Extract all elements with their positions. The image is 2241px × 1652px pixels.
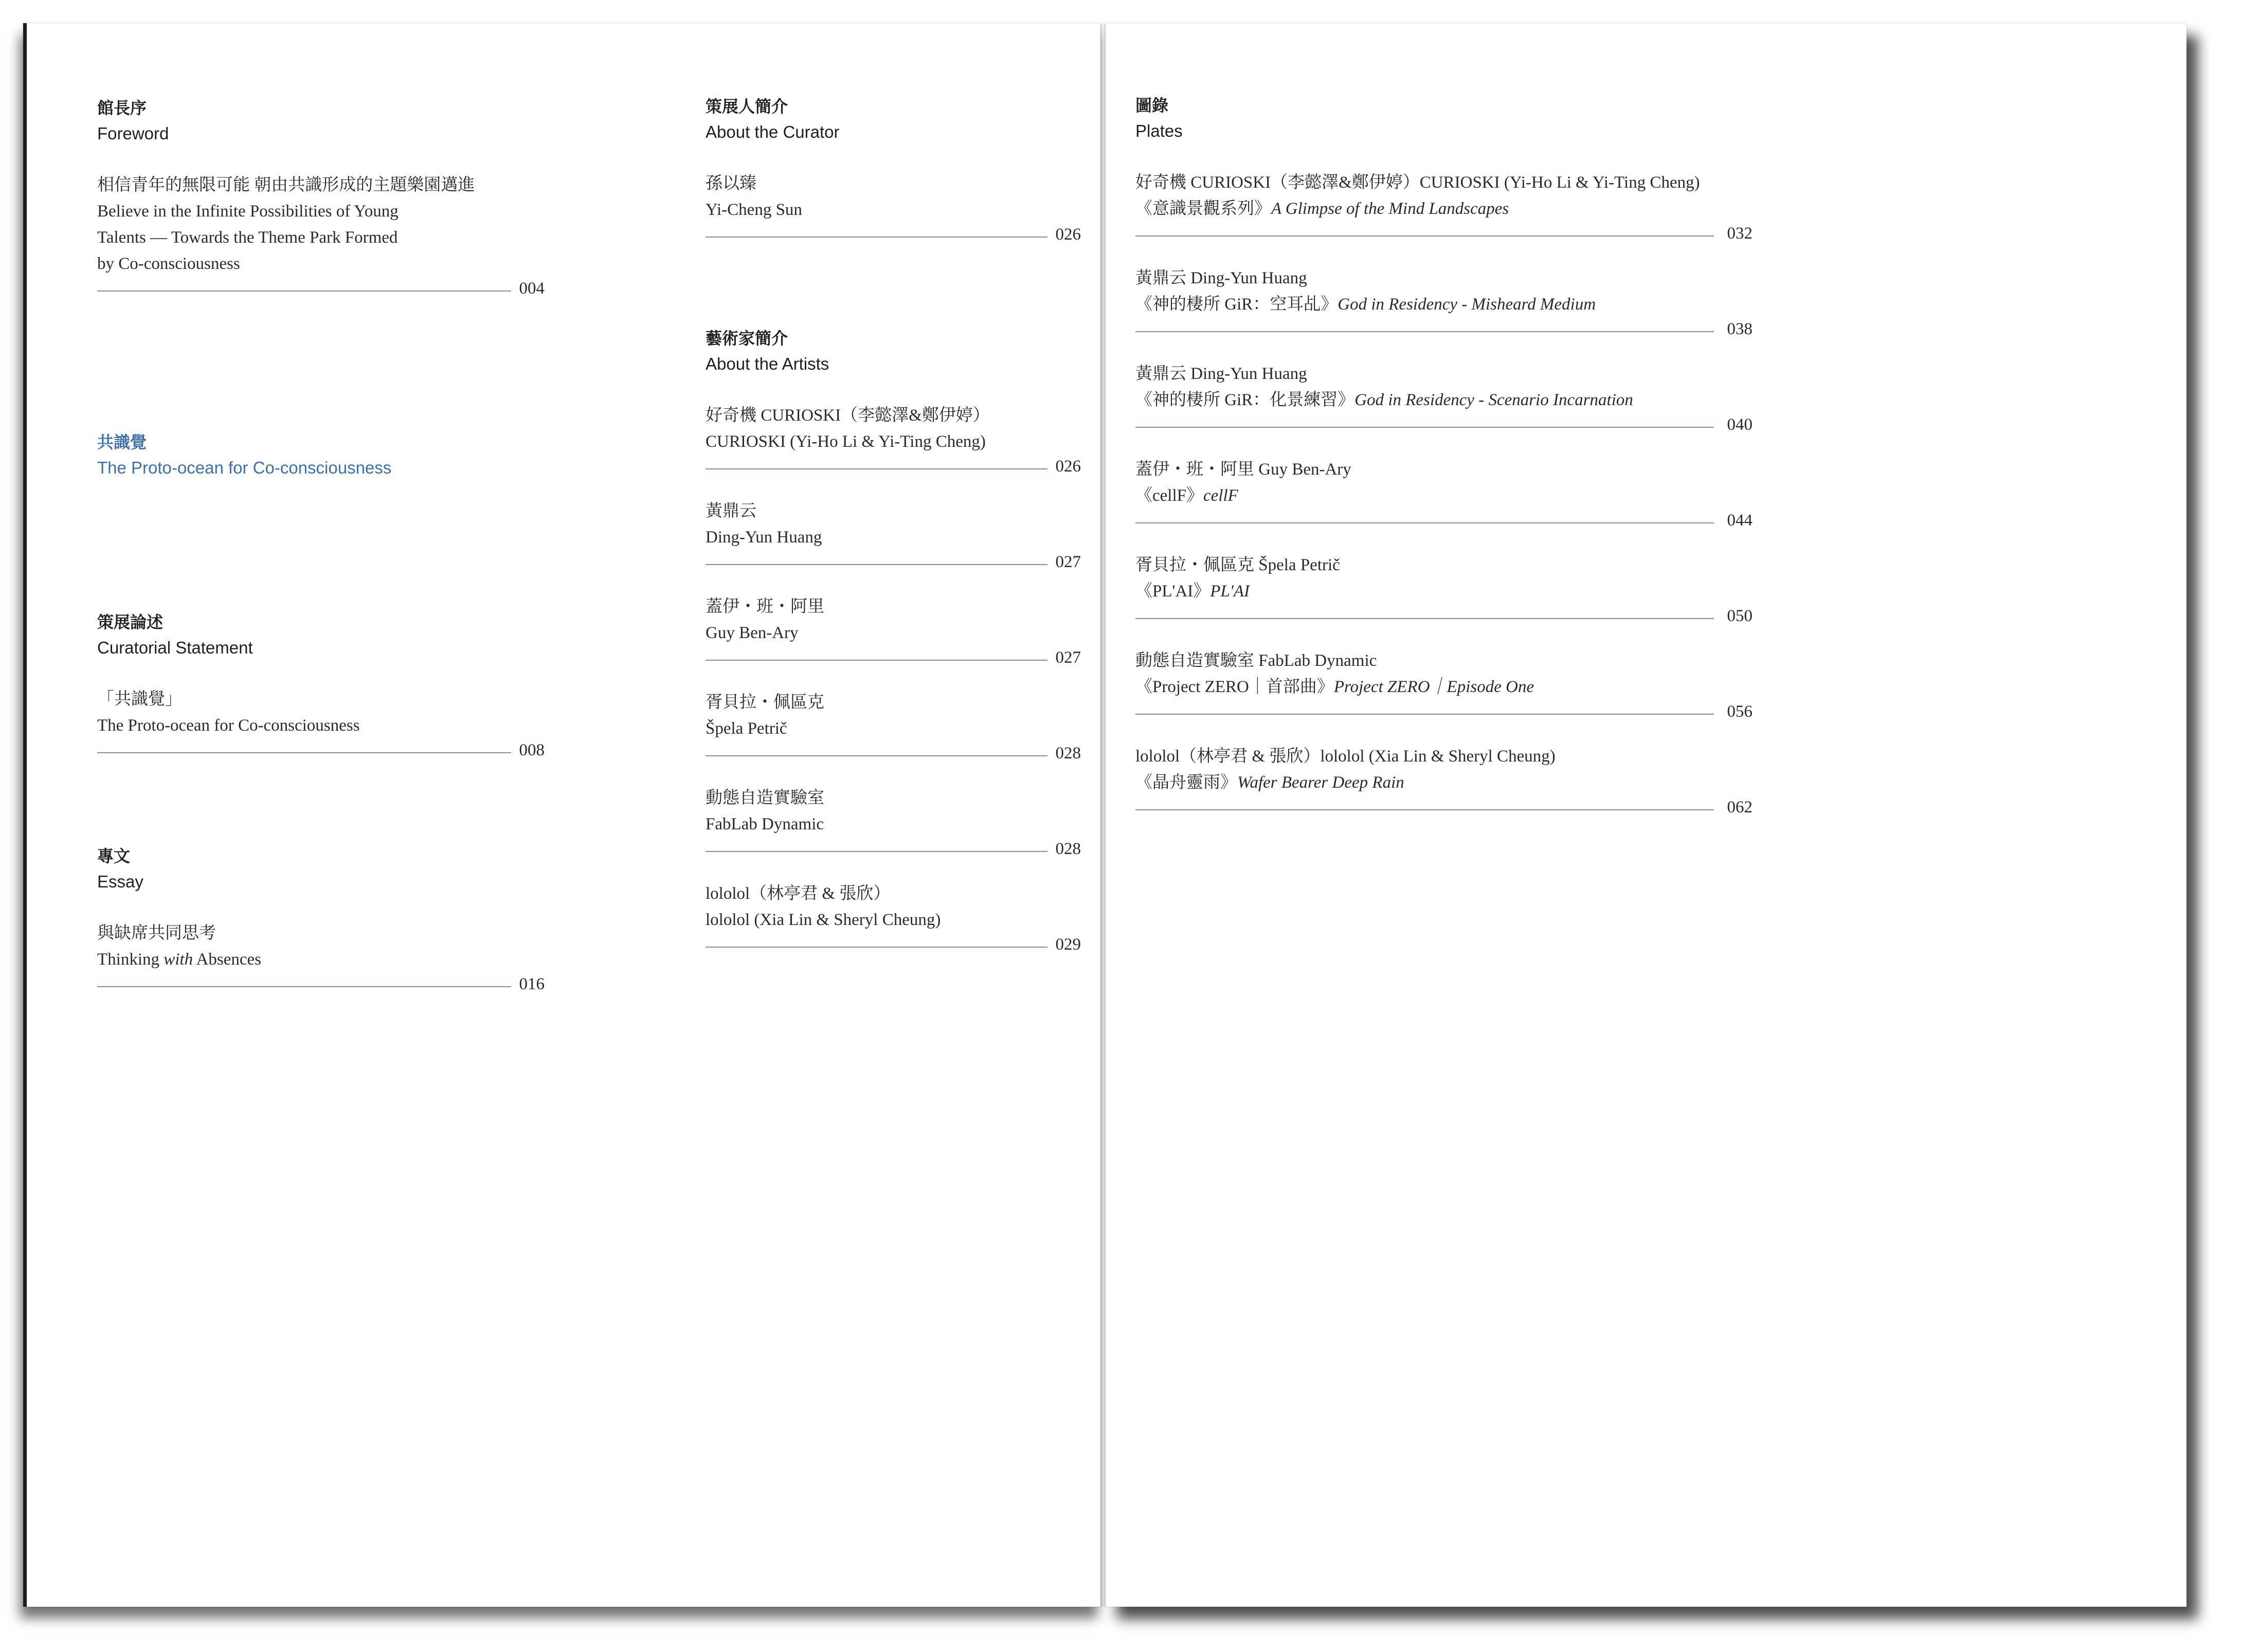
- page-number: 062: [1727, 798, 1752, 816]
- leader-line: [706, 660, 1047, 661]
- leader-line: [1135, 714, 1714, 715]
- right-page: [1106, 23, 2186, 1607]
- entry-text: 《晶舟靈雨》: [1135, 773, 1237, 792]
- entry-line: 動態自造實驗室 FabLab Dynamic: [1135, 651, 1377, 670]
- toc-entry[interactable]: [1135, 170, 1752, 243]
- toc-entry[interactable]: [1135, 552, 1752, 625]
- section-curatorial-statement: [97, 609, 545, 759]
- leader-line: [706, 947, 1047, 948]
- entry-line: 「共識覺」: [97, 690, 182, 709]
- section-title-zh: 共識覺: [97, 432, 147, 452]
- section-title-zh: 藝術家簡介: [706, 329, 788, 348]
- entry-text: 《意識景觀系列》: [1135, 199, 1271, 218]
- section-plates: [1135, 93, 1752, 816]
- page-number: 027: [1055, 648, 1081, 667]
- toc-entry[interactable]: [1135, 265, 1752, 338]
- leader-rule: [1135, 320, 1752, 338]
- entry-text: 《神的棲所 GiR：化景練習》: [1135, 391, 1355, 409]
- entry-line: 胥貝拉・佩區克 Špela Petrič: [1135, 556, 1340, 574]
- section-title-en: Foreword: [97, 124, 169, 143]
- entry-line: Believe in the Infinite Possibilities of Young: [97, 202, 399, 221]
- entry-line: 胥貝拉・佩區克: [706, 693, 824, 712]
- toc-entry[interactable]: [1135, 361, 1752, 434]
- leader-line: [706, 755, 1047, 756]
- leader-line: [706, 237, 1047, 238]
- page-number: 008: [519, 741, 545, 759]
- section-title-zh: 館長序: [97, 98, 147, 118]
- toc-entry[interactable]: [97, 172, 545, 298]
- entry-text: Thinking: [97, 950, 164, 969]
- left-page: [23, 23, 1100, 1607]
- leader-line: [1135, 235, 1714, 237]
- section-title-zh: 圖錄: [1135, 96, 1169, 115]
- leader-rule: [706, 744, 1081, 763]
- section-title-zh: 專文: [97, 846, 131, 866]
- page-number: 026: [1055, 225, 1081, 244]
- entry-line: Ding-Yun Huang: [706, 528, 822, 547]
- toc-entry[interactable]: [1135, 648, 1752, 721]
- section-title-en: Plates: [1135, 121, 1183, 140]
- entry-line: [1135, 578, 1752, 605]
- leader-rule: [706, 935, 1081, 954]
- entry-line: 黃鼎云 Ding-Yun Huang: [1135, 269, 1307, 287]
- toc-entry[interactable]: [706, 594, 1081, 667]
- page-number: 032: [1727, 224, 1752, 243]
- entry-line: [1135, 292, 1752, 318]
- entry-text-italic: Wafer Bearer Deep Rain: [1237, 773, 1404, 792]
- entry-line: 相信青年的無限可能 朝由共識形成的主題樂園邁進: [97, 176, 475, 194]
- entry-line: lololol（林亭君 & 張欣）lololol (Xia Lin & Sheryl Cheung): [1135, 747, 1556, 766]
- toc-entry[interactable]: [706, 171, 1081, 244]
- section-title-zh: 策展論述: [97, 612, 164, 632]
- leader-rule: [97, 741, 545, 759]
- entry-line: 黃鼎云: [706, 502, 756, 520]
- entry-text-italic: God in Residency - Misheard Medium: [1338, 295, 1596, 314]
- leader-line: [706, 564, 1047, 565]
- entry-line: [1135, 387, 1752, 413]
- leader-line: [706, 851, 1047, 852]
- entry-text: Absences: [193, 950, 261, 969]
- entry-line: by Co-consciousness: [97, 255, 240, 273]
- entry-line: CURIOSKI (Yi-Ho Li & Yi-Ting Cheng): [706, 432, 986, 451]
- leader-line: [1135, 522, 1714, 523]
- leader-line: [706, 468, 1047, 469]
- leader-line: [1135, 427, 1714, 428]
- page-number: 028: [1055, 840, 1081, 858]
- toc-entry[interactable]: [706, 785, 1081, 858]
- entry-line: 好奇機 CURIOSKI（李懿澤&鄭伊婷）: [706, 406, 990, 425]
- leader-rule: [1135, 224, 1752, 243]
- leader-line: [97, 291, 511, 292]
- entry-line: 好奇機 CURIOSKI（李懿澤&鄭伊婷）CURIOSKI (Yi-Ho Li & Yi-Ting Cheng): [1135, 173, 1700, 192]
- section-about-artists: [706, 325, 1081, 954]
- entry-line: [97, 947, 545, 973]
- leader-line: [97, 986, 511, 987]
- leader-rule: [1135, 607, 1752, 625]
- entry-text: 《神的棲所 GiR：空耳乩》: [1135, 295, 1338, 314]
- page-number: 029: [1055, 935, 1081, 954]
- section-title-zh: 策展人簡介: [706, 97, 788, 116]
- entry-line: The Proto-ocean for Co-consciousness: [97, 716, 360, 735]
- book-spine: [1100, 23, 1106, 1607]
- leader-line: [97, 752, 511, 753]
- entry-text-italic: A Glimpse of the Mind Landscapes: [1271, 199, 1509, 218]
- page-number: 016: [519, 975, 545, 993]
- entry-line: Špela Petrič: [706, 719, 787, 738]
- section-title-en: Curatorial Statement: [97, 638, 253, 657]
- page-number: 026: [1055, 457, 1081, 476]
- section-title-en: About the Curator: [706, 122, 840, 141]
- section-foreword: [97, 95, 545, 298]
- entry-text-italic: PL'AI: [1210, 582, 1250, 601]
- section-proto-ocean[interactable]: [97, 429, 545, 481]
- entry-text-italic: God in Residency - Scenario Incarnation: [1354, 391, 1633, 409]
- leader-rule: [706, 648, 1081, 667]
- entry-line: [1135, 483, 1752, 509]
- leader-rule: [97, 279, 545, 298]
- entry-text-italic: cellF: [1203, 486, 1238, 505]
- page-number: 050: [1727, 607, 1752, 625]
- toc-entry[interactable]: [97, 920, 545, 993]
- leader-rule: [706, 840, 1081, 858]
- leader-rule: [706, 553, 1081, 571]
- entry-line: Talents — Towards the Theme Park Formed: [97, 228, 398, 247]
- leader-line: [1135, 809, 1714, 810]
- entry-line: [1135, 196, 1752, 222]
- entry-line: [1135, 770, 1752, 796]
- leader-rule: [706, 457, 1081, 476]
- page-number: 040: [1727, 415, 1752, 434]
- entry-line: Guy Ben-Ary: [706, 624, 799, 642]
- leader-rule: [1135, 511, 1752, 530]
- toc-entry[interactable]: [1135, 457, 1752, 530]
- entry-text: 《cellF》: [1135, 486, 1203, 505]
- section-about-curator: [706, 94, 1081, 244]
- entry-text-italic: Project ZERO｜Episode One: [1333, 678, 1534, 696]
- page-number: 028: [1055, 744, 1081, 763]
- leader-rule: [97, 975, 545, 993]
- entry-line: 蓋伊・班・阿里 Guy Ben-Ary: [1135, 460, 1351, 479]
- leader-line: [1135, 618, 1714, 619]
- entry-line: 孫以臻: [706, 174, 756, 193]
- entry-line: 與缺席共同思考: [97, 924, 216, 942]
- entry-line: FabLab Dynamic: [706, 815, 824, 833]
- entry-line: Yi-Cheng Sun: [706, 201, 802, 219]
- leader-line: [1135, 331, 1714, 332]
- toc-entry[interactable]: [1135, 743, 1752, 816]
- section-essay: [97, 843, 545, 993]
- toc-entry[interactable]: [706, 689, 1081, 763]
- entry-text-italic: with: [164, 950, 193, 969]
- entry-line: 動態自造實驗室: [706, 789, 824, 807]
- entry-line: lololol (Xia Lin & Sheryl Cheung): [706, 911, 941, 929]
- entry-text: 《PL'AI》: [1135, 582, 1210, 601]
- page-number: 038: [1727, 320, 1752, 338]
- entry-line: 蓋伊・班・阿里: [706, 597, 824, 616]
- leader-rule: [1135, 702, 1752, 721]
- page-number: 044: [1727, 511, 1752, 530]
- leader-rule: [1135, 415, 1752, 434]
- toc-entry[interactable]: [97, 686, 545, 759]
- page-number: 004: [519, 279, 545, 298]
- section-title-en: Essay: [97, 872, 143, 891]
- section-title-en: The Proto-ocean for Co-consciousness: [97, 458, 392, 477]
- entry-line: 黃鼎云 Ding-Yun Huang: [1135, 365, 1307, 383]
- entry-line: lololol（林亭君 & 張欣）: [706, 884, 891, 903]
- toc-entry[interactable]: [706, 881, 1081, 954]
- leader-rule: [706, 225, 1081, 244]
- page-number: 027: [1055, 553, 1081, 571]
- page-number: 056: [1727, 702, 1752, 721]
- leader-rule: [1135, 798, 1752, 816]
- section-title-en: About the Artists: [706, 354, 829, 373]
- toc-entry[interactable]: [706, 403, 1081, 476]
- entry-text: 《Project ZERO｜首部曲》: [1135, 678, 1334, 696]
- entry-line: [1135, 674, 1752, 700]
- toc-entry[interactable]: [706, 498, 1081, 571]
